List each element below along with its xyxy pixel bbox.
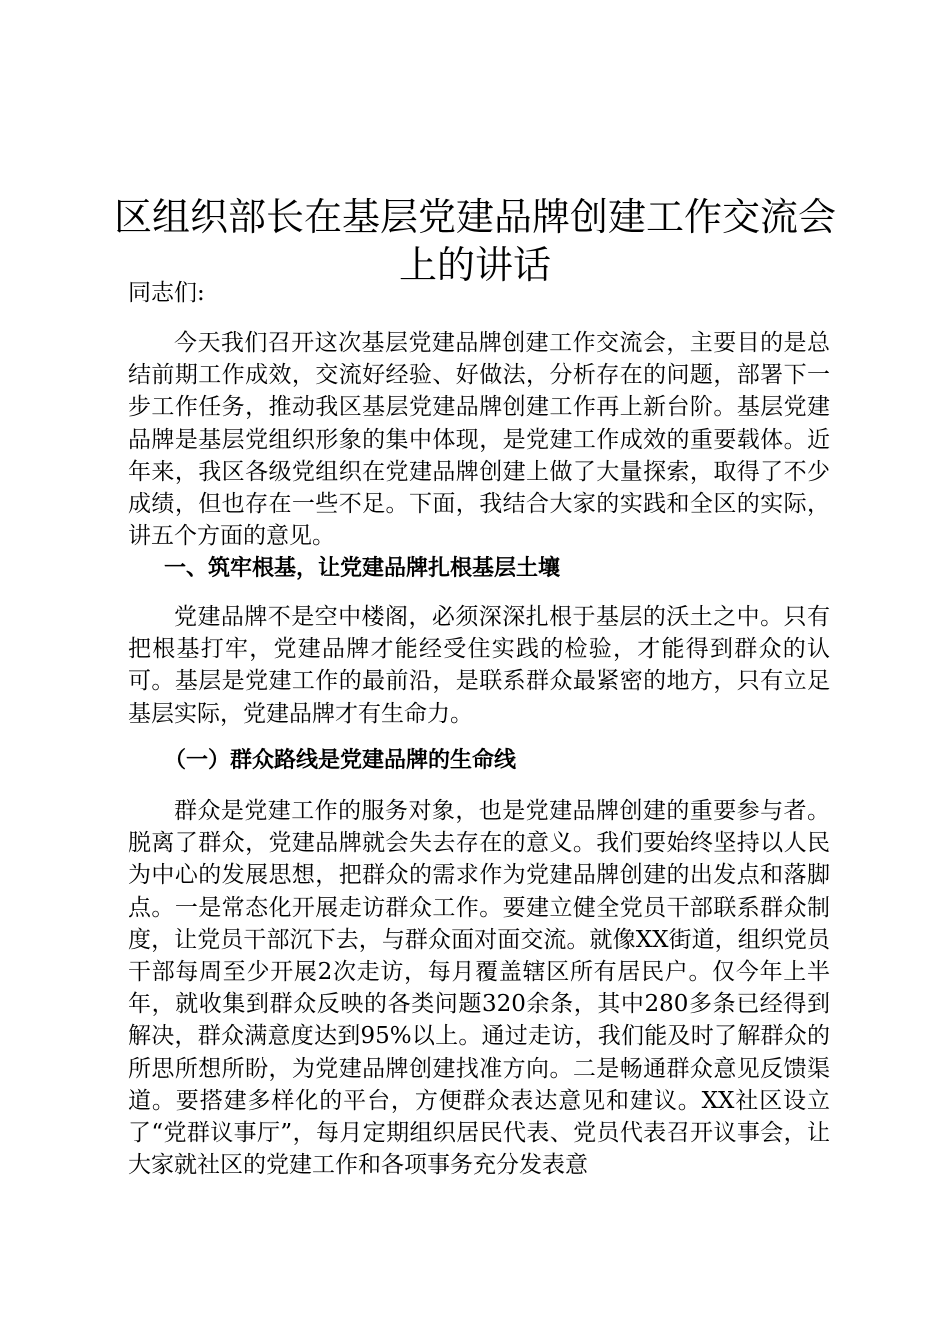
body-paragraph-intro: 今天我们召开这次基层党建品牌创建工作交流会，主要目的是总结前期工作成效，交流好经验、好做法，分析存在的问题，部署下一步工作任务，推动我区基层党建品牌创建工作再上新台阶。基层党建品牌是基层党组织形象的集中体现，是党建工作成效的重要载体。近年来，我区各级党组织在党建品牌创建上做了大量探索，取得了不少成绩，但也存在一些不足。下面，我结合大家的实践和全区的实际，讲五个方面的意见。 [128, 330, 830, 550]
subsection-heading-1: （一）群众路线是党建品牌的生命线 [164, 747, 517, 773]
section-heading-1: 一、筑牢根基，让党建品牌扎根基层土壤 [164, 555, 561, 581]
document-title: 区组织部长在基层党建品牌创建工作交流会上的讲话 [113, 195, 836, 288]
body-paragraph-subsection-1: 群众是党建工作的服务对象，也是党建品牌创建的重要参与者。脱离了群众，党建品牌就会失去存在的意义。我们要始终坚持以人民为中心的发展思想，把群众的需求作为党建品牌创建的出发点和落脚点。一是常态化开展走访群众工作。要建立健全党员干部联系群众制度，让党员干部沉下去，与群众面对面交流。就像XX街道，组织党员干部每周至少开展2次走访，每月覆盖辖区所有居民户。仅今年上半年，就收集到群众反映的各类问题320余条，其中280多条已经得到解决，群众满意度达到95%以上。通过走访，我们能及时了解群众的所思所想所盼，为党建品牌创建找准方向。二是畅通群众意见反馈渠道。要搭建多样化的平台，方便群众表达意见和建议。XX社区设立了“党群议事厅”，每月定期组织居民代表、党员代表召开议事会，让大家就社区的党建工作和各项事务充分发表意 [128, 798, 830, 1179]
body-paragraph-section-1: 党建品牌不是空中楼阁，必须深深扎根于基层的沃土之中。只有把根基打牢，党建品牌才能经受住实践的检验，才能得到群众的认可。基层是党建工作的最前沿，是联系群众最紧密的地方，只有立足基层实际，党建品牌才有生命力。 [128, 604, 830, 727]
salutation: 同志们: [128, 280, 205, 306]
